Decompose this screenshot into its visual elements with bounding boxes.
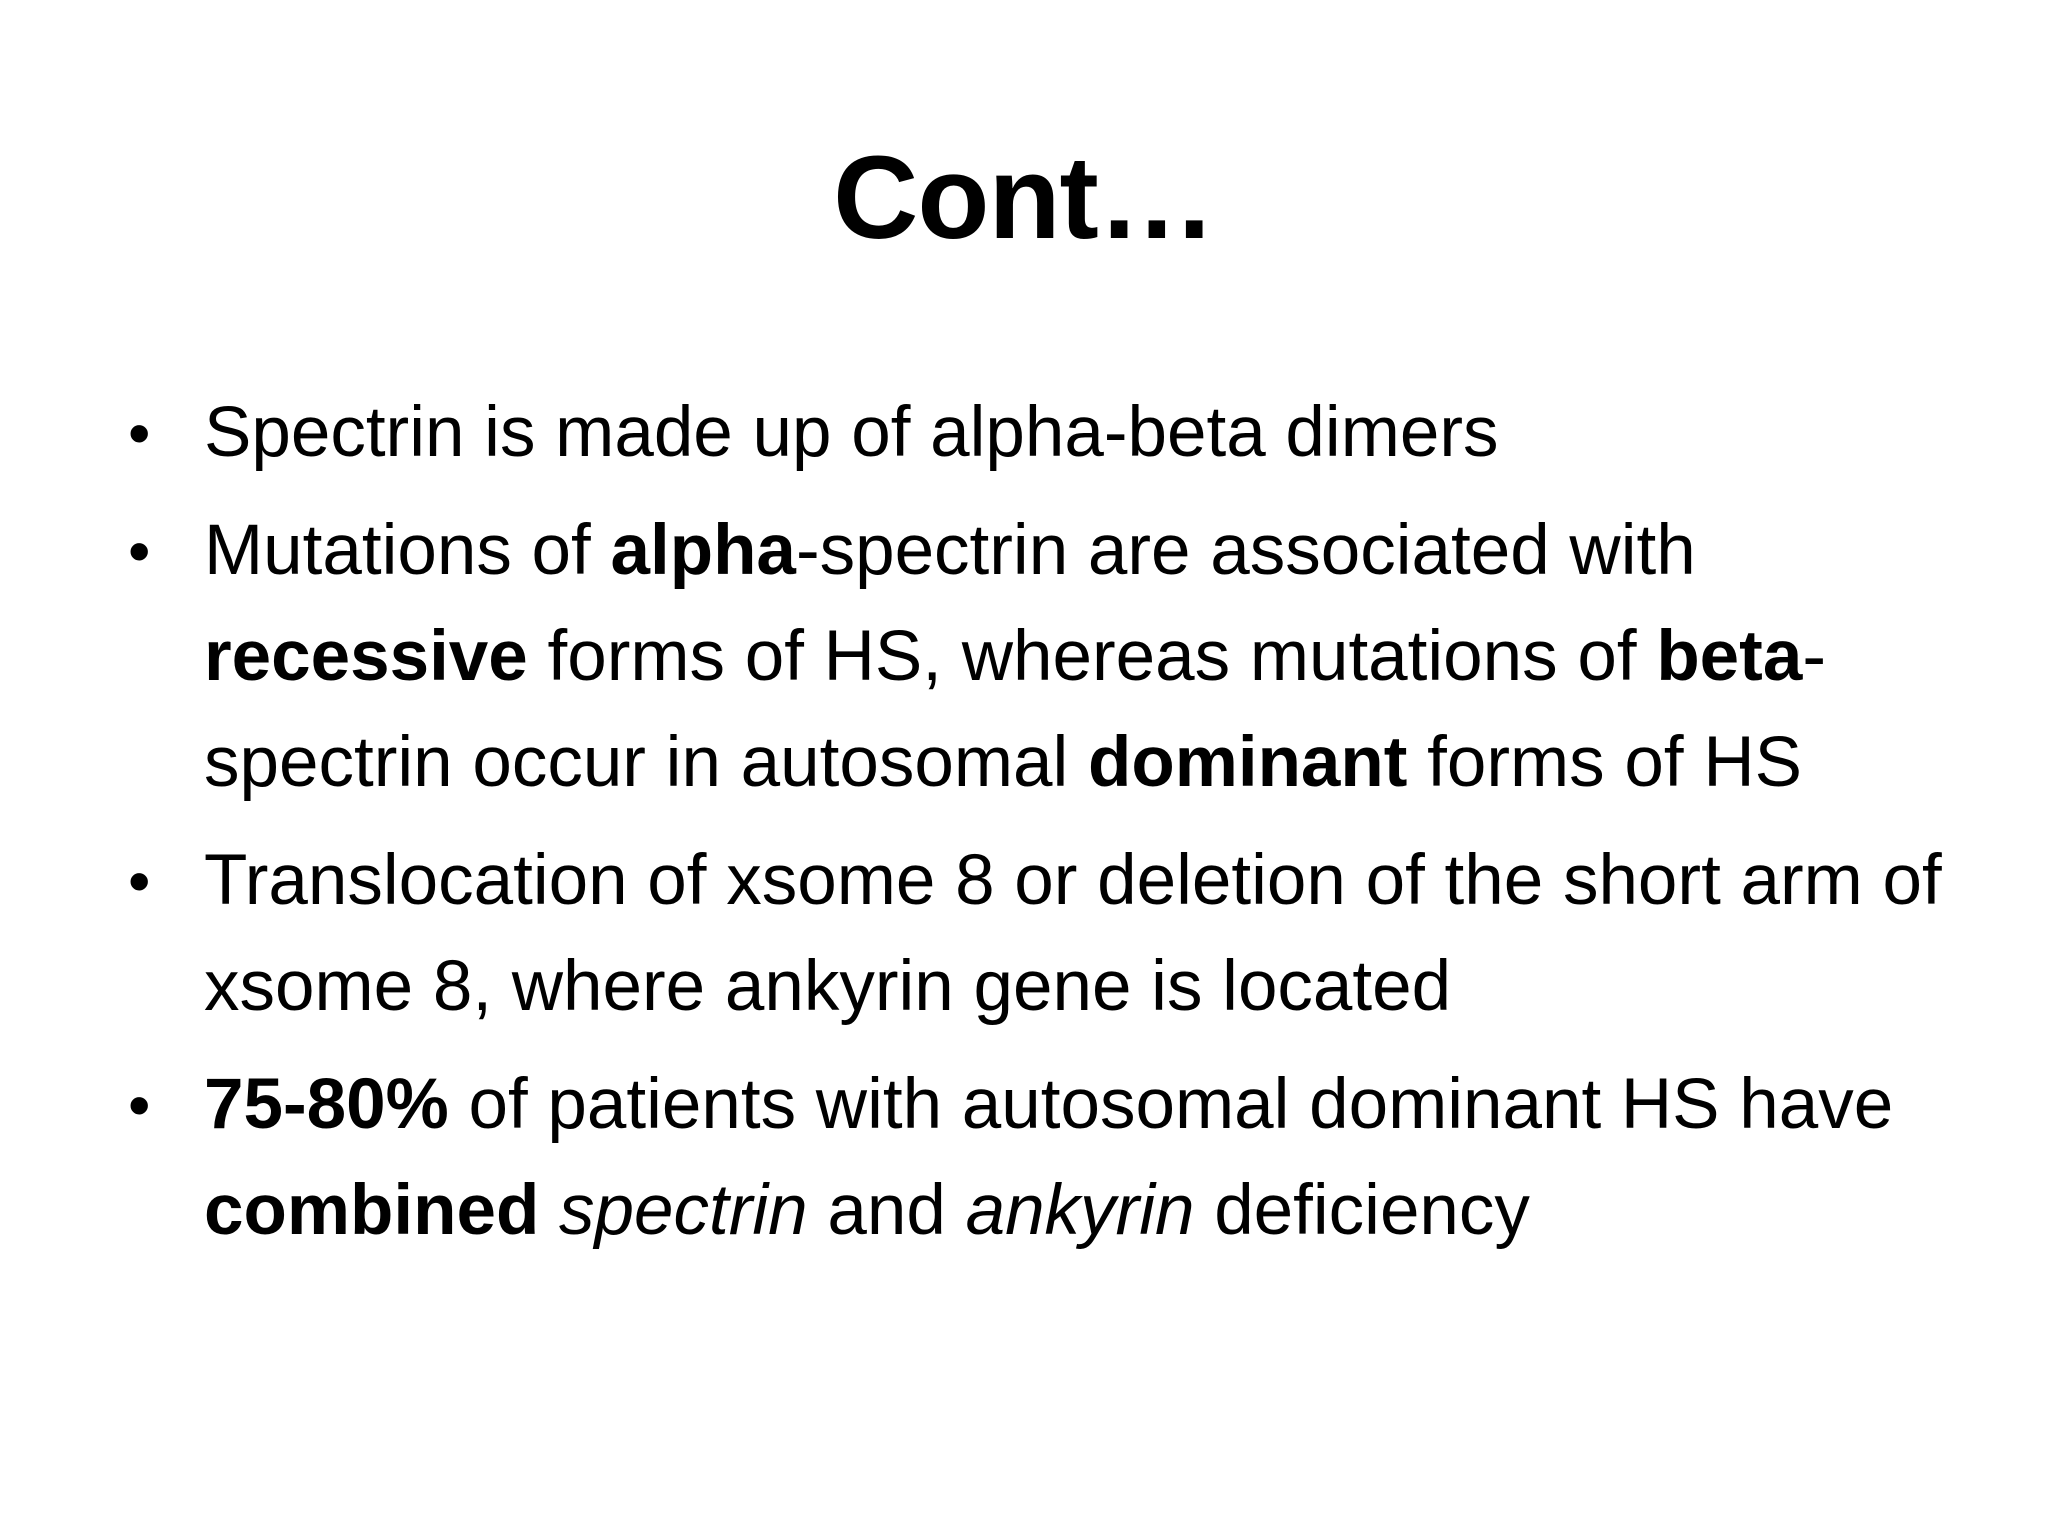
- bullet-item: [118, 1052, 1978, 1264]
- bullet-segment-bold: combined: [204, 1171, 540, 1250]
- bullet-segment-italic: spectrin: [559, 1171, 808, 1250]
- bullet-text: [204, 841, 1942, 1026]
- slide-title: Cont…: [833, 132, 1215, 264]
- bullet-segment-bold: recessive: [204, 617, 528, 696]
- bullet-marker: •: [128, 397, 151, 469]
- bullet-segment: Spectrin is made up of alpha-beta dimers: [204, 393, 1499, 472]
- bullet-text: [204, 511, 1826, 802]
- bullet-segment: and: [807, 1171, 966, 1250]
- bullet-segment-italic: ankyrin: [965, 1171, 1195, 1250]
- bullet-segment-bold: alpha: [610, 511, 796, 590]
- bullet-segment-bold: dominant: [1087, 723, 1408, 802]
- bullet-segment: forms of HS: [1407, 723, 1802, 802]
- bullet-segment: Mutations of: [204, 511, 611, 590]
- bullet-segment: deficiency: [1194, 1171, 1530, 1250]
- bullet-segment: of patients with autosomal dominant HS have: [448, 1065, 1894, 1144]
- bullet-item: [118, 498, 1978, 816]
- bullet-list: [118, 380, 1978, 1276]
- bullet-text: [204, 393, 1498, 472]
- bullet-segment: -spectrin occur in autosomal: [204, 617, 1826, 802]
- bullet-marker: •: [128, 1069, 151, 1141]
- bullet-text: [204, 1065, 1893, 1250]
- bullet-segment-bold: 75-80%: [204, 1065, 449, 1144]
- bullet-segment: [539, 1171, 559, 1250]
- bullet-item: [118, 380, 1978, 486]
- bullet-segment: -spectrin are associated with: [795, 511, 1696, 590]
- bullet-segment: forms of HS, whereas mutations of: [527, 617, 1657, 696]
- bullet-segment-bold: beta: [1656, 617, 1803, 696]
- bullet-marker: •: [128, 845, 151, 917]
- bullet-item: [118, 828, 1978, 1040]
- bullet-marker: •: [128, 515, 151, 587]
- bullet-segment: Translocation of xsome 8 or deletion of the short arm of xsome 8, where ankyrin gene is located: [204, 841, 1942, 1026]
